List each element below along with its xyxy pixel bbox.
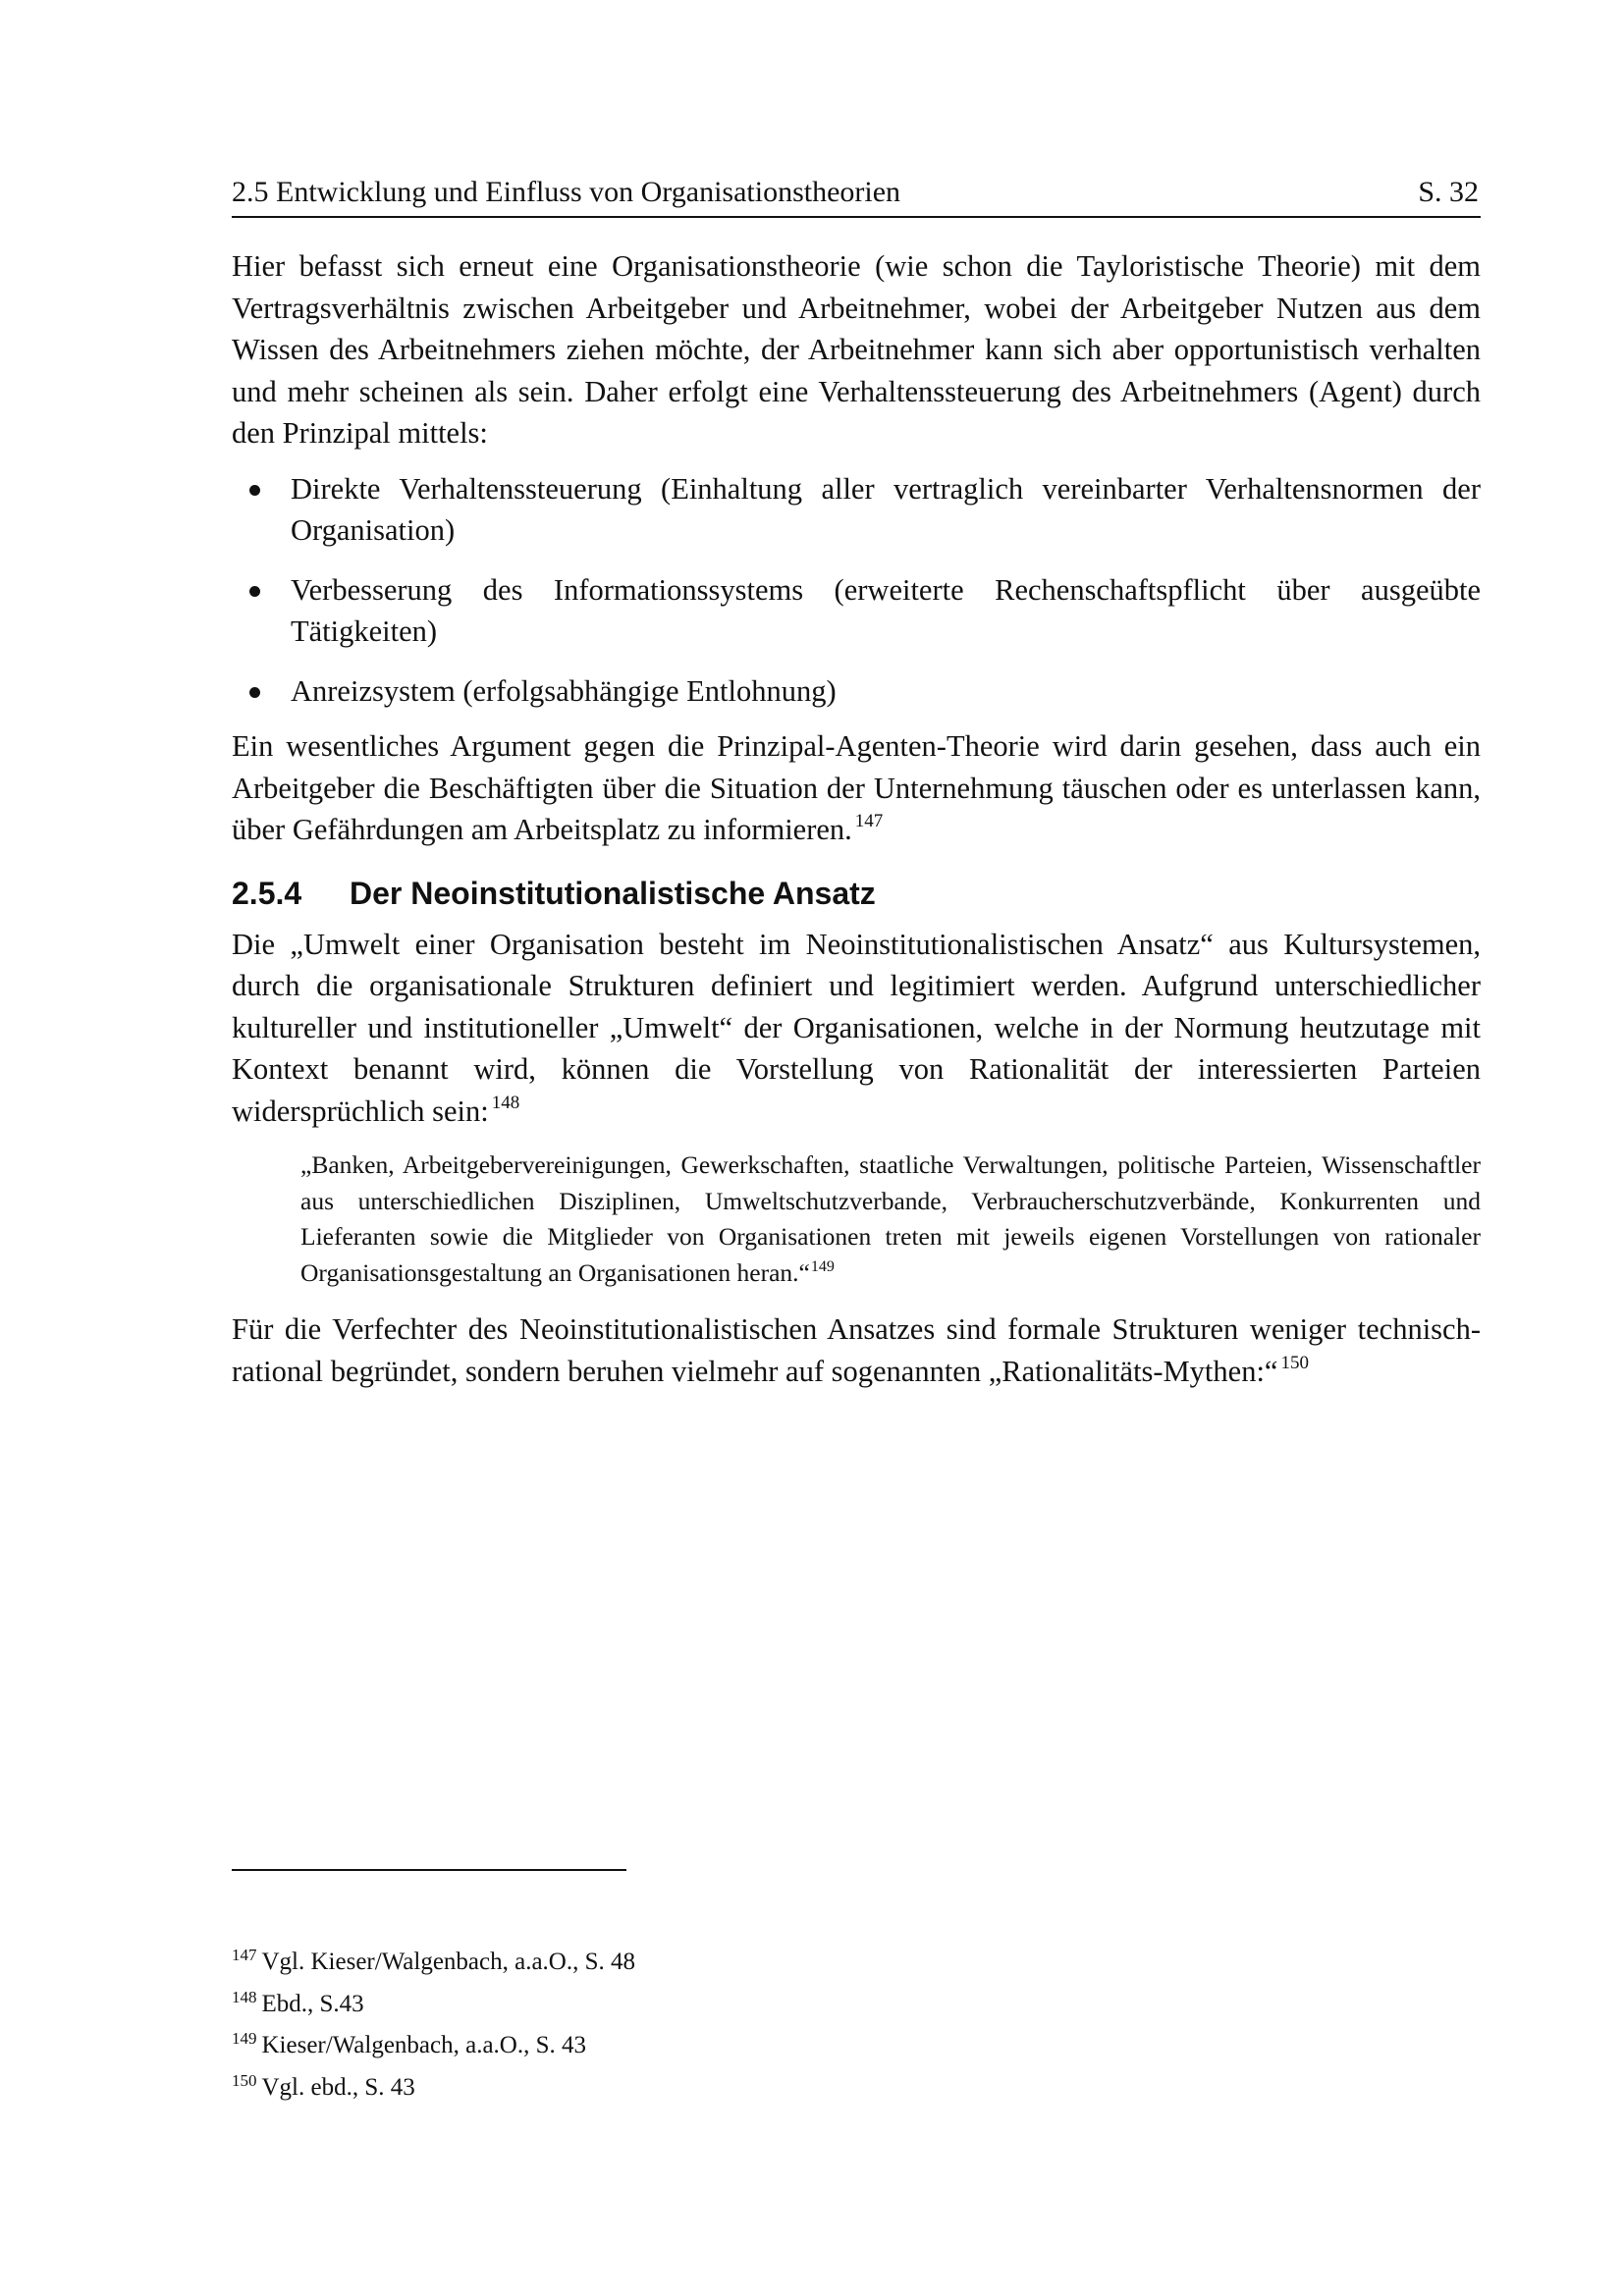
footnote [232,2025,1115,2067]
footnotes [232,1942,1115,2109]
section-number: 2.5.4 [232,875,302,911]
body-text [232,245,1481,1392]
list-item-text: Anreizsystem (erfolgsabhängige Entlohnung) [291,673,837,708]
closing-paragraph [232,1308,1481,1392]
footnote-separator [232,1869,626,1871]
footnote-text: Vgl. Kieser/Walgenbach, a.a.O., S. 48 [261,1949,636,1975]
bullet-icon [249,485,260,496]
quote-text: „Banken, Arbeitgebervereinigungen, Gewerkschaften, staatliche Verwaltungen, politische Parteien, Wissenschaftler aus unterschiedlichen Disziplinen, Umweltschutzverbande, Verbraucherschutzverbände, Konkurrenten und Lieferanten sowie die Mitglieder von Organisationen treten mit jeweils eigenen Vorstellungen von rationaler Organisationsgestaltung an Organisationen heran.“ [300,1150,1481,1287]
footnote-number: 149 [232,2029,257,2048]
running-header [232,173,1481,218]
section-paragraph [232,924,1481,1133]
section-title: Der Neoinstitutionalistische Ansatz [350,875,876,911]
header-page-number: S. 32 [1418,176,1479,208]
footnote-text: Ebd., S.43 [261,1990,364,2017]
block-quote [300,1148,1481,1291]
footnote [232,2067,1115,2109]
header-title: 2.5 Entwicklung und Einfluss von Organisationstheorien [232,176,901,208]
footnote [232,1942,1115,1984]
closing-text: Für die Verfechter des Neoinstitutionalistischen Ansatzes sind formale Strukturen weniger technisch-rational begründet, sondern beruhen vielmehr auf sogenannten „Rationalitäts-Mythen:“ [232,1312,1481,1388]
footnote-ref-147[interactable]: 147 [854,811,884,831]
list-item-text: Verbesserung des Informationssystems (erweiterte Rechenschaftspflicht über ausgeübte Tätigkeiten) [291,572,1481,648]
bullet-icon [249,586,260,597]
intro-text: Hier befasst sich erneut eine Organisationstheorie (wie schon die Tayloristische Theorie) mit dem Vertragsverhältnis zwischen Arbeitgeber und Arbeitnehmer, wobei der Arbeitgeber Nutzen aus dem Wissen des Arbeitnehmers ziehen möchte, der Arbeitnehmer kann sich aber opportunistisch verhalten und mehr scheinen als sein. Daher erfolgt eine Verhaltenssteuerung des Arbeitnehmers (Agent) durch den Prinzipal mittels: [232,249,1481,450]
footnote-number: 148 [232,1987,257,2006]
footnote-number: 147 [232,1946,257,1964]
intro-paragraph [232,245,1481,454]
footnote-ref-150[interactable]: 150 [1280,1352,1309,1373]
footnote [232,1984,1115,2026]
footnote-ref-148[interactable]: 148 [491,1092,520,1113]
list-item [232,468,1481,552]
section-heading [232,873,1481,914]
list-item [232,569,1481,653]
footnote-text: Vgl. ebd., S. 43 [261,2073,415,2101]
list-item-text: Direkte Verhaltenssteuerung (Einhaltung aller vertraglich vereinbarter Verhaltensnormen der Organisation) [291,471,1481,547]
list-item [232,670,1481,713]
footnote-text: Kieser/Walgenbach, a.a.O., S. 43 [261,2032,587,2058]
argument-paragraph [232,725,1481,851]
bullet-icon [249,687,260,698]
section-paragraph-text: Die „Umwelt einer Organisation besteht im Neoinstitutionalistischen Ansatz“ aus Kultursystemen, durch die organisationale Strukturen definiert und legitimiert werden. Aufgrund unterschiedlicher kultureller und institutioneller „Umwelt“ der Organisationen, welche in der Normung heutzutage mit Kontext benannt wird, können die Vorstellung von Rationalität der interessierten Parteien widersprüchlich sein: [232,927,1481,1128]
document-page [232,0,1481,2296]
footnote-ref-149[interactable]: 149 [810,1257,835,1275]
footnote-number: 150 [232,2070,257,2090]
argument-text: Ein wesentliches Argument gegen die Prinzipal-Agenten-Theorie wird darin gesehen, dass auch ein Arbeitgeber die Beschäftigten über die Situation der Unternehmung täuschen oder es unterlassen kann, über Gefährdungen am Arbeitsplatz zu informieren. [232,729,1481,846]
measures-list [232,468,1481,713]
